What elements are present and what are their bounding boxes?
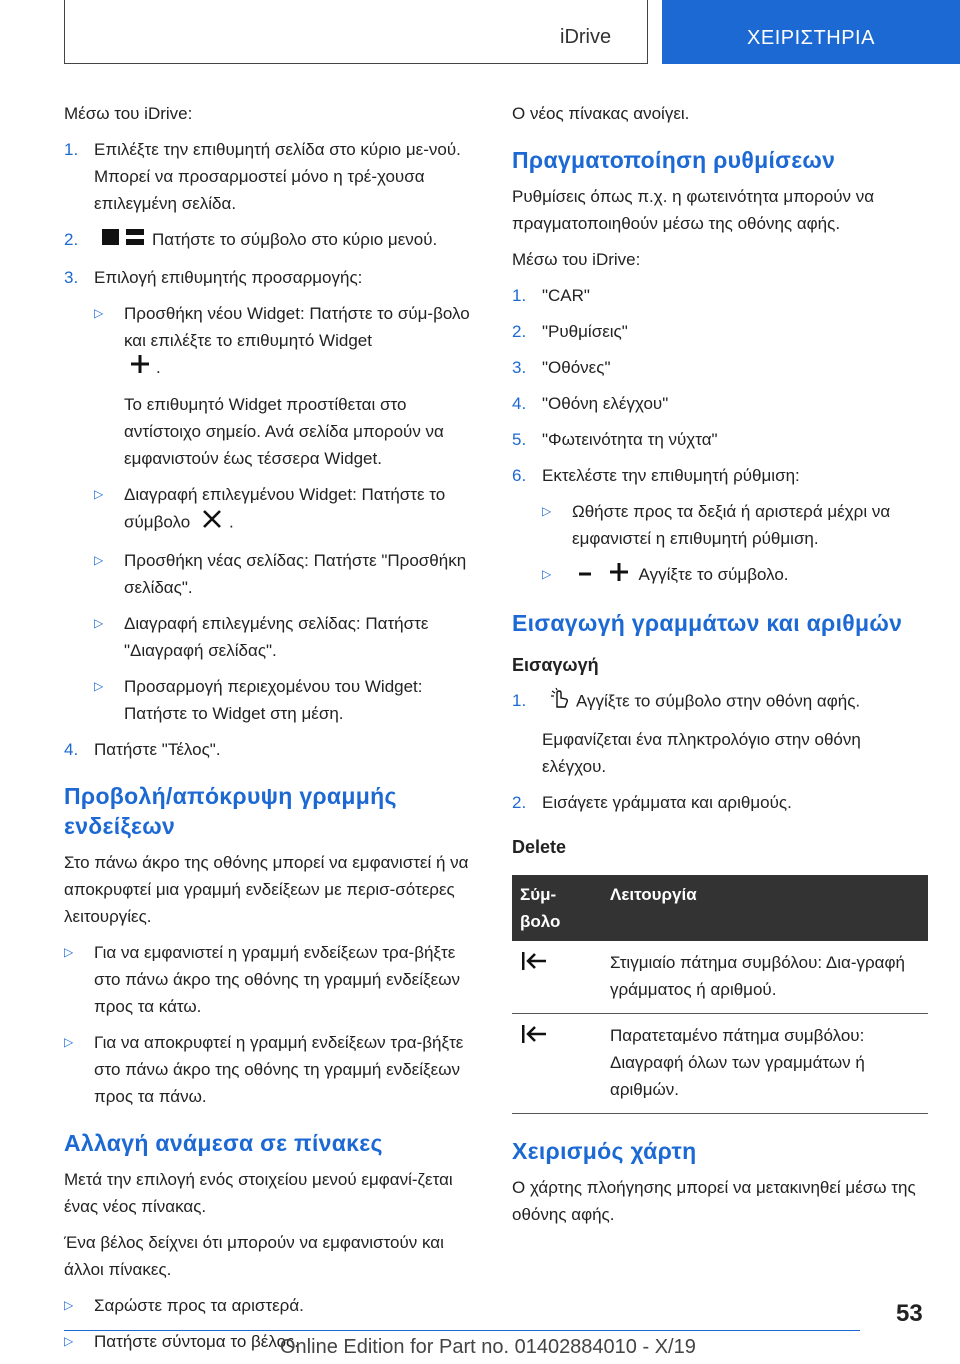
sub-item — [542, 498, 924, 552]
list-item — [512, 789, 924, 816]
step-number: 1. — [512, 690, 527, 710]
sub-text: Προσθήκη νέας σελίδας: Πατήστε "Προσθήκη σελίδας". — [124, 551, 467, 598]
heading-map: Χειρισμός χάρτη — [512, 1137, 697, 1164]
bullet-triangle-icon: ▷ — [94, 305, 104, 320]
touch-symbol-text: Αγγίξτε το σύμβολο. — [638, 565, 789, 584]
sub-item — [94, 673, 476, 727]
panels-paragraph-1: Μετά την επιλογή ενός στοιχείου μενού εμφανί‐ζεται ένας νέος πίνακας. — [64, 1170, 453, 1217]
minus-icon — [578, 562, 592, 589]
plus-icon — [609, 562, 629, 590]
col-function-header: Λειτουργία — [602, 875, 928, 941]
table-header-row — [512, 875, 928, 941]
sub-item — [542, 561, 924, 590]
step-text: "Οθόνες" — [542, 358, 611, 377]
keyboard-touch-icon — [548, 687, 570, 717]
step-text — [542, 687, 924, 717]
plus-icon — [130, 354, 150, 382]
list-item — [512, 390, 924, 417]
add-widget-text: Προσθήκη νέου Widget: Πατήστε το σύμ‐βολο και επιλέξτε το επιθυμητό Widget — [124, 303, 470, 350]
bullet-triangle-icon: ▷ — [64, 945, 74, 960]
table-cell-function: Παρατεταμένο πάτημα συμβόλου: Διαγραφή όλων των γραμμάτων ή αριθμών. — [602, 1013, 928, 1113]
table-cell-symbol — [512, 941, 602, 1014]
step-text — [94, 226, 476, 255]
heading-input: Εισαγωγή γραμμάτων και αριθμών — [512, 609, 903, 636]
bullet-triangle-icon: ▷ — [94, 679, 104, 694]
heading-panels: Αλλαγή ανάμεσα σε πίνακες — [64, 1130, 383, 1157]
list-item — [512, 354, 924, 381]
list-item — [512, 318, 924, 345]
close-icon — [201, 508, 223, 538]
delete-table — [512, 875, 928, 1114]
new-panel-text: Ο νέος πίνακας ανοίγει. — [512, 104, 690, 123]
step-number: 5. — [512, 430, 527, 449]
step-text: "Ρυθμίσεις" — [542, 322, 628, 341]
sub-item — [94, 481, 476, 538]
page-number: 53 — [896, 1300, 923, 1327]
list-item — [512, 426, 924, 453]
step-number: 2. — [512, 322, 527, 341]
bullet-text: Πατήστε σύντομα το βέλος. — [94, 1332, 299, 1352]
list-item — [512, 687, 924, 717]
table-row — [512, 941, 928, 1014]
panels-paragraph-2: Ένα βέλος δείχνει ότι μπορούν να εμφανιστούν και άλλοι πίνακες. — [64, 1233, 444, 1280]
list-item — [512, 462, 924, 489]
sub-text: Προσαρμογή περιεχομένου του Widget: Πατήστε το Widget στη μέση. — [124, 677, 423, 724]
col-symbol-header: Σύμ‐βολο — [512, 875, 602, 941]
step-text: Επιλογή επιθυμητής προσαρμογής: — [94, 267, 363, 287]
bullet-triangle-icon: ▷ — [542, 504, 552, 518]
intro-text: Μέσω του iDrive: — [64, 104, 193, 123]
step-text-label: Αγγίξτε το σύμβολο στην οθόνη αφής. — [576, 691, 861, 710]
bullet-text: Για να εμφανιστεί η γραμμή ενδείξεων τρα‐βήξτε στο πάνω άκρο της οθόνης τη γραμμή ενδείξεων προς τα κάτω. — [94, 943, 460, 1017]
step-text-label: Πατήστε το σύμβολο στο κύριο μενού. — [152, 230, 438, 249]
step-number: 6. — [512, 466, 527, 485]
step-number: 3. — [512, 358, 527, 377]
step-number: 3. — [64, 267, 79, 287]
step-number: 2. — [64, 230, 79, 249]
backspace-icon — [520, 958, 548, 977]
step-number: 4. — [512, 394, 527, 413]
add-widget-note: Το επιθυμητό Widget προστίθεται στο αντίστοιχο σημείο. Ανά σελίδα μπορούν να εμφανιστούν έως τέσσερα Widget. — [124, 395, 444, 469]
table-row — [512, 1013, 928, 1113]
settings-intro: Μέσω του iDrive: — [512, 250, 641, 269]
list-item — [64, 736, 476, 763]
keyboard-note: Εμφανίζεται ένα πληκτρολόγιο στην οθόνη ελέγχου. — [542, 729, 861, 776]
header-section: iDrive — [560, 26, 612, 48]
status-paragraph: Στο πάνω άκρο της οθόνης μπορεί να εμφανιστεί ή να αποκρυφτεί μια γραμμή ενδείξεων με περισ‐σότερες λειτουργίες. — [64, 853, 469, 927]
heading-status-bar: Προβολή/απόκρυψη γραμμής ενδείξεων — [64, 783, 397, 840]
bullet-text: Για να αποκρυφτεί η γραμμή ενδείξεων τρα‐βήξτε στο πάνω άκρο της οθόνης τη γραμμή ενδείξεων προς τα πάνω. — [94, 1033, 464, 1107]
footer-divider — [64, 1330, 860, 1331]
subheading-delete: Delete — [512, 836, 567, 857]
list-item — [64, 226, 476, 255]
sub-text: Διαγραφή επιλεγμένης σελίδας: Πατήστε "Διαγραφή σελίδας". — [124, 614, 429, 661]
sub-text: Προσθήκη νέου Widget: Πατήστε το σύμ‐βολο και επιλέξτε το επιθυμητό Widget . — [124, 300, 476, 383]
bullet-triangle-icon: ▷ — [94, 616, 104, 631]
sub-text — [572, 561, 924, 590]
sub-item — [94, 300, 476, 383]
bullet-triangle-icon: ▷ — [94, 553, 104, 568]
sub-text: Ωθήστε προς τα δεξιά ή αριστερά μέχρι να εμφανιστεί η επιθυμητή ρύθμιση. — [572, 502, 891, 548]
step-text: Επιλέξτε την επιθυμητή σελίδα στο κύριο με‐νού. Μπορεί να προσαρμοστεί μόνο η τρέ‐χουσα επιλεγμένη σελίδα. — [94, 140, 461, 213]
sub-text: Διαγραφή επιλεγμένου Widget: Πατήστε το σύμβολο . — [124, 481, 476, 538]
step-text: Εισάγετε γράμματα και αριθμούς. — [542, 792, 792, 812]
page-layout-icon — [100, 227, 146, 255]
sub-item — [94, 610, 476, 664]
table-cell-function: Στιγμιαίο πάτημα συμβόλου: Δια‐γραφή γράμματος ή αριθμού. — [602, 941, 928, 1014]
bullet-triangle-icon: ▷ — [64, 1298, 74, 1313]
backspace-icon — [520, 1031, 548, 1050]
list-item — [512, 282, 924, 309]
delete-widget-text: Διαγραφή επιλεγμένου Widget: Πατήστε το σύμβολο — [124, 485, 446, 532]
step-text: "CAR" — [542, 286, 590, 305]
step-number: 1. — [64, 140, 79, 159]
subheading-input: Εισαγωγή — [512, 654, 599, 675]
chapter-tab[interactable]: ΧΕΙΡΙΣΤΗΡΙΑ — [662, 0, 960, 64]
step-text: "Οθόνη ελέγχου" — [542, 394, 669, 413]
bullet-triangle-icon: ▷ — [94, 487, 104, 502]
list-item — [64, 136, 476, 217]
left-column — [64, 100, 476, 1364]
sub-item — [94, 547, 476, 601]
step-text: "Φωτεινότητα τη νύχτα" — [542, 430, 718, 449]
settings-paragraph: Ρυθμίσεις όπως π.χ. η φωτεινότητα μπορούν να πραγματοποιηθούν μέσω της οθόνης αφής. — [512, 187, 875, 233]
bullet-text: Σαρώστε προς τα αριστερά. — [94, 1296, 304, 1316]
bullet-triangle-icon: ▷ — [64, 1334, 74, 1349]
right-column — [512, 100, 924, 1237]
step-number: 4. — [64, 740, 79, 760]
step-text: Πατήστε "Τέλος". — [94, 740, 221, 760]
list-item — [64, 1029, 476, 1110]
list-item — [64, 1292, 476, 1319]
list-item — [64, 939, 476, 1020]
footer-edition: Online Edition for Part no. 01402884010 - X/19 — [280, 1336, 696, 1358]
step-text: Εκτελέστε την επιθυμητή ρύθμιση: — [542, 466, 800, 485]
bullet-triangle-icon: ▷ — [542, 567, 552, 581]
step-number: 2. — [512, 792, 527, 812]
map-paragraph: Ο χάρτης πλοήγησης μπορεί να μετακινηθεί μέσω της οθόνης αφής. — [512, 1177, 916, 1224]
step-number: 1. — [512, 286, 527, 305]
bullet-triangle-icon: ▷ — [64, 1035, 74, 1050]
heading-settings: Πραγματοποίηση ρυθμίσεων — [512, 147, 836, 173]
table-cell-symbol — [512, 1013, 602, 1113]
list-item — [64, 264, 476, 291]
